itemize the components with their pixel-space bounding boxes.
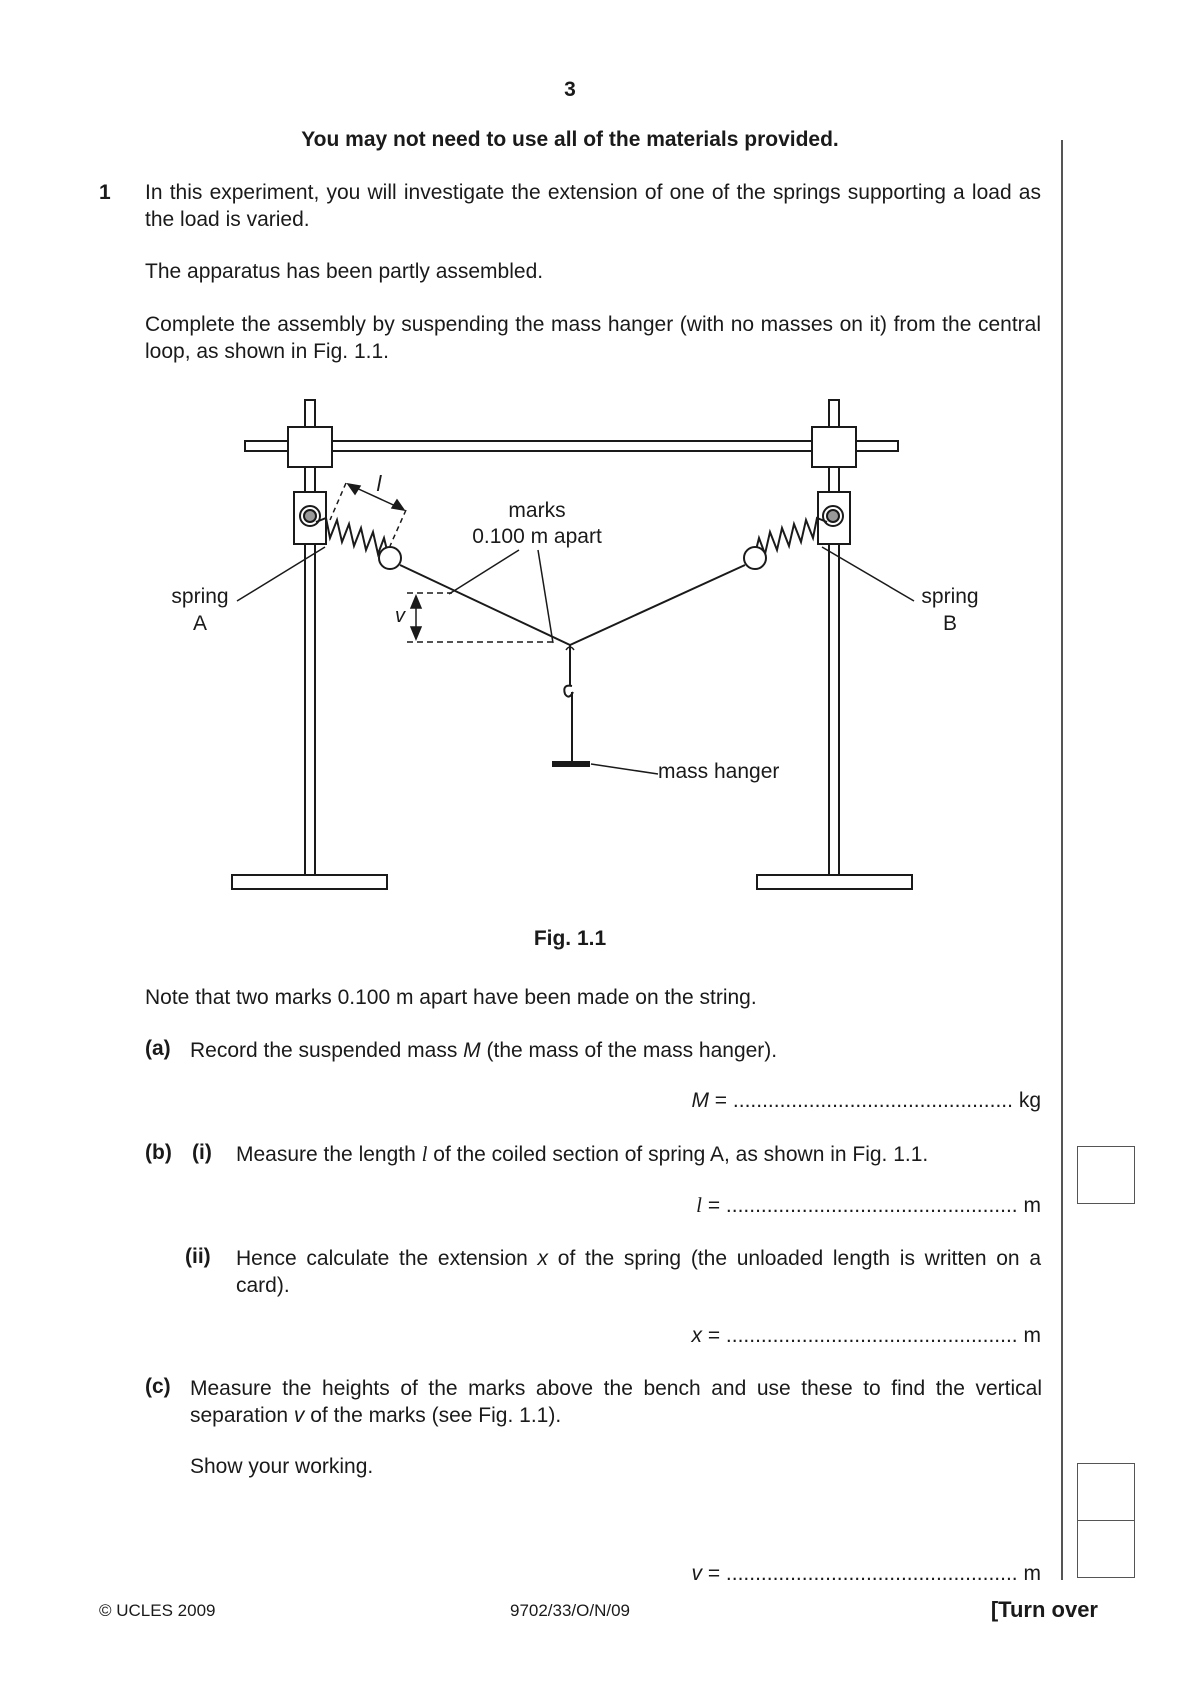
figure-apparatus: [0, 390, 1060, 910]
left-stand-rod: [305, 400, 315, 882]
part-b-ii-label: (ii): [185, 1245, 211, 1268]
marks-label-1: marks: [508, 499, 566, 522]
spring-a-letter: A: [192, 612, 208, 635]
assembly-status: The apparatus has been partly assembled.: [145, 260, 544, 283]
string-right: [570, 565, 745, 645]
spring-b-loop: [744, 547, 766, 569]
right-stand-base: [757, 875, 912, 889]
part-c-working: Show your working.: [190, 1455, 374, 1478]
part-c-answer-line[interactable]: v = .................................................. m: [691, 1562, 1041, 1585]
question-number: 1: [99, 181, 111, 204]
l-label: l: [376, 471, 382, 496]
part-b-i-answer-line[interactable]: l = .................................................. m: [696, 1193, 1041, 1217]
mass-hanger-label: mass hanger: [658, 760, 780, 783]
spring-b-label: spring: [921, 585, 979, 608]
part-a-label: (a): [145, 1037, 171, 1060]
page-number: 3: [564, 78, 576, 101]
part-b-ii-text: Hence calculate the extension x of the spring (the unloaded length is written on a card).: [236, 1247, 1041, 1297]
left-boss-clamp: [288, 427, 332, 467]
margin-line: [1061, 140, 1063, 1580]
mark-box-c-2: [1077, 1520, 1135, 1578]
horizontal-rod: [245, 441, 898, 451]
marks-label-2: 0.100 m apart: [472, 525, 602, 548]
marks-leader-1: [449, 550, 519, 594]
figure-caption: Fig. 1.1: [533, 927, 607, 950]
part-a-text: Record the suspended mass M (the mass of the mass hanger).: [190, 1039, 778, 1062]
part-a-answer-line[interactable]: M = ................................................ kg: [691, 1089, 1041, 1112]
spring-a-loop: [379, 547, 401, 569]
mark-box-b-i: [1077, 1146, 1135, 1204]
part-b-i-text: Measure the length l of the coiled section of spring A, as shown in Fig. 1.1.: [236, 1142, 929, 1166]
marks-leader-2: [538, 550, 553, 643]
question-intro: In this experiment, you will investigate the extension of one of the springs supporting a load as the load is varied.: [145, 181, 1041, 231]
turn-over: [Turn over: [990, 1597, 1098, 1622]
footer-copyright: © UCLES 2009: [99, 1601, 216, 1620]
right-stand-rod: [829, 400, 839, 882]
v-label: v: [395, 605, 405, 627]
mark-box-c-1: [1077, 1463, 1135, 1521]
assembly-instruction: Complete the assembly by suspending the mass hanger (with no masses on it) from the central loop, as shown in Fig. 1.1.: [145, 313, 1041, 363]
spring-a-label: spring: [171, 585, 229, 608]
marks-note: Note that two marks 0.100 m apart have been made on the string.: [145, 986, 757, 1009]
part-b-i-label: (i): [192, 1141, 212, 1164]
mass-hanger-leader: [591, 764, 658, 774]
string-left: [400, 565, 570, 645]
right-boss-clamp: [812, 427, 856, 467]
hanger-base: [553, 762, 589, 766]
footer-code: 9702/33/O/N/09: [509, 1601, 631, 1620]
part-c-text: Measure the heights of the marks above the bench and use these to find the vertical separation v of the marks (see Fig. 1.1).: [190, 1377, 1042, 1427]
part-b-label: (b): [145, 1141, 172, 1164]
materials-notice: You may not need to use all of the materials provided.: [301, 128, 839, 151]
part-c-label: (c): [145, 1375, 171, 1398]
spring-b-letter: B: [942, 612, 958, 635]
spring-b-coil: [755, 518, 827, 554]
part-b-ii-answer-line[interactable]: x = .................................................. m: [691, 1324, 1041, 1347]
left-stand-base: [232, 875, 387, 889]
